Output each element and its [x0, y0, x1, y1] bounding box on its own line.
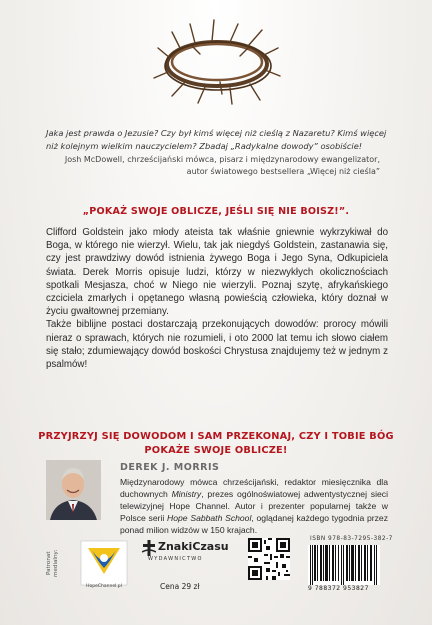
price-label: Cena 29 zł — [160, 582, 200, 591]
headline-top: „POKAŻ SWOJE OBLICZE, JEŚLI SIĘ NIE BOISZ!”. — [82, 206, 350, 217]
publisher-name: ZnakiCzasu — [158, 540, 229, 553]
author-bio-text-1: Międzynarodowy mówca chrześcijański, redaktor miesięcznika dla duchownych — [120, 477, 388, 499]
barcode-digits: 9 788372 953827 — [308, 585, 369, 592]
author-bio-ministry: Ministry — [171, 489, 202, 499]
isbn-label: ISBN 978-83-7295-382-7 — [310, 536, 393, 542]
hope-channel-logo — [80, 540, 128, 586]
footer — [46, 536, 393, 598]
endorsement-author-line2: autor światowego bestsellera „Więcej niż cieśla” — [186, 166, 380, 176]
patronat-label: Patronat medialny: — [46, 549, 59, 577]
qr-code — [248, 538, 290, 580]
endorsement-author-line1: Josh McDowell, chrześcijański mówca, pisarz i międzynarodowy ewangelizator, — [64, 155, 380, 164]
barcode — [308, 545, 380, 585]
headline-bottom-line1: PRZYJRZYJ SIĘ DOWODOM I SAM PRZEKONAJ, CZY I TOBIE BÓG — [38, 431, 394, 442]
endorsement-quote: Jaka jest prawda o Jezusie? Czy był kimś więcej niż cieślą z Nazaretu? Kimś więcej niż kolejnym wielkim nauczycielem? Zbadaj „Radykalne dowody” osobiście! — [46, 128, 387, 151]
endorsement-author — [60, 154, 380, 177]
author-bio — [120, 476, 388, 536]
publisher-subtitle: WYDAWNICTWO — [148, 556, 203, 562]
main-description — [46, 226, 388, 371]
hope-channel-url: HopeChannel.pl — [86, 584, 122, 589]
description-paragraph-2: Także biblijne postaci dostarczają przekonujących dowodów: prorocy mówili nieraz o sprawach, których nie rozumieli, i oto 2000 lat temu ich słowo ciałem się stało; zdumiewający dowód boskości Chrystusa znajdujemy też w jednym z psalmów! — [46, 319, 388, 371]
headline-bottom — [20, 430, 412, 458]
publisher-logo — [142, 540, 234, 570]
headline-bottom-line2: POKAŻE SWOJE OBLICZE! — [144, 445, 288, 456]
author-name: DEREK J. MORRIS — [120, 462, 220, 473]
author-bio-text-3: , oglądanej każdego tygodnia przez ponad milion widzów w 150 krajach. — [120, 513, 388, 535]
description-paragraph-1: Clifford Goldstein jako młody ateista tak właśnie gniewnie wykrzykiwał do Boga, w którego nie wierzył. Wielu, tak jak niegdyś Goldstein, zastanawia się, czy jest prawdziwy dowód istnienia żywego Boga i Jego Syna, Odkupiciela świata. Derek Morris opisuje ludzi, którzy w niezwykłych okolicznościach spotkali Mesjasza, choć w Niego nie wierzyli. Poznaj szytę, afrykańskiego czciciela zmarłych i opętanego własną powieścią człowieka, który doznał w życiu gwałtownej przemiany. — [46, 227, 388, 318]
crown-of-thorns-image — [150, 18, 285, 106]
publisher-emblem-icon — [142, 540, 156, 556]
author-bio-text-2: , prezes ogólnoświatowej adwentystycznej sieci telewizyjnej Hope Channel. Autor i prezenter popularnej także w Polsce serii — [120, 489, 388, 523]
author-photo — [46, 460, 101, 520]
author-bio-series: Hope Sabbath School — [167, 513, 252, 523]
